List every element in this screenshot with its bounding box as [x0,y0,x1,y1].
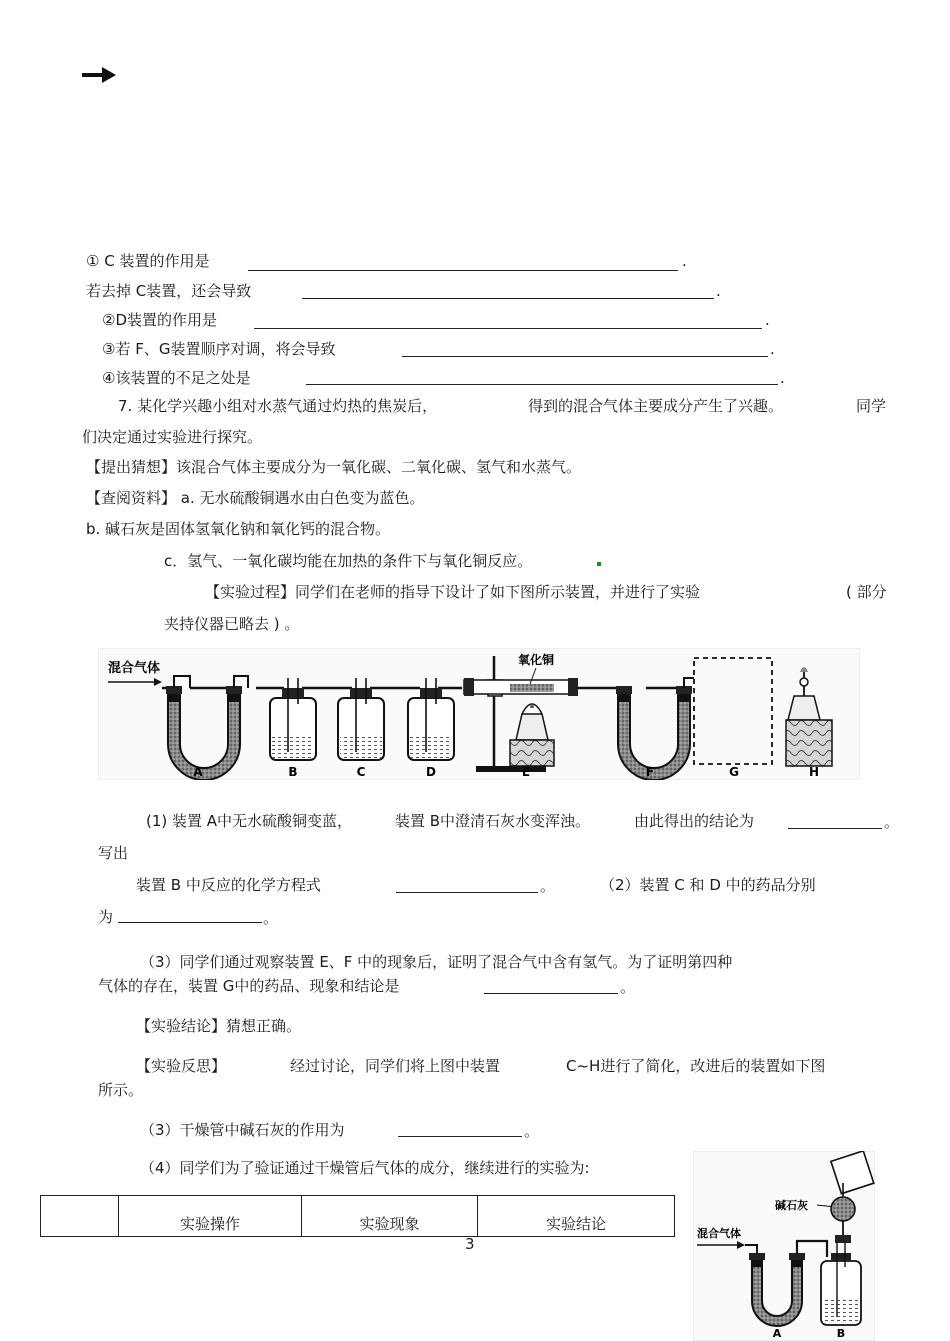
answer-blank[interactable] [396,892,538,893]
answer-blank[interactable] [398,1136,522,1137]
apparatus-diagram [98,648,860,780]
q6-item4: ④该装置的不足之处是 [102,369,251,387]
experiment-table [40,1195,675,1237]
answer-blank[interactable] [118,922,262,923]
answer-blank[interactable] [254,328,762,329]
answer-blank[interactable] [484,993,618,994]
end-mark: . [682,252,687,270]
q7-hypothesis: 【提出猜想】该混合气体主要成分为一氧化碳、二氧化碳、氢气和水蒸气。 [86,458,582,476]
answer-blank[interactable] [306,384,778,385]
period: 。 [524,1122,540,1140]
page-number: 3 [465,1235,475,1253]
end-mark: . [765,311,770,329]
q7-reference-b: b. 碱石灰是固体氢氧化钠和氧化钙的混合物。 [86,520,391,538]
period: 。 [884,813,900,831]
label-c: C [356,765,366,779]
mark-dot [597,562,601,566]
q7-process-a: 【实验过程】同学们在老师的指导下设计了如下图所示装置，并进行了实验 [205,583,701,601]
q7-part2-a: （2）装置 C 和 D 中的药品分别 [600,876,816,894]
end-mark: . [770,340,775,358]
label-f: F [645,765,655,779]
q7-reflection-a: 【实验反思】 [136,1057,227,1075]
label-a: A [193,765,203,779]
answer-blank[interactable] [402,356,768,357]
end-mark: . [780,369,785,387]
answer-blank[interactable] [788,828,882,829]
q7-part3-line2: 气体的存在，装置 G中的药品、现象和结论是 [98,977,400,995]
q7-reflection-c: C~H进行了简化，改进后的装置如下图 [566,1057,826,1075]
q7-intro-a: 7. 某化学兴趣小组对水蒸气通过灼热的焦炭后， [118,397,438,415]
table-cell [41,1196,119,1237]
q7-conclusion: 【实验结论】猜想正确。 [136,1017,302,1035]
label-b-2: B [836,1327,846,1340]
label-a-2: A [772,1327,782,1340]
label-g: G [729,765,739,779]
q7-reflection-line2: 所示。 [98,1081,144,1099]
simplified-apparatus-diagram [693,1151,875,1341]
q7-part1-line2: 写出 [98,844,129,862]
q7-intro-line2: 们决定通过实验进行探究。 [82,428,263,446]
label-b: B [288,765,298,779]
period: 。 [263,909,279,927]
period: 。 [540,877,556,895]
table-row [41,1196,675,1237]
label-h: H [808,765,820,779]
answer-blank[interactable] [248,270,678,271]
gas-label-2: 混合气体 [697,1227,741,1240]
q6-item3: ③若 F、G装置顺序对调，将会导致 [102,340,336,358]
q7-intro-b: 得到的混合气体主要成分产生了兴趣。 [528,397,784,415]
q7-part4: （4）同学们为了验证通过干燥管后气体的成分，继续进行的实验为: [140,1159,590,1177]
table-header-operation: 实验操作 [119,1196,302,1237]
q7-part3-a: （3）同学们通过观察装置 E、F 中的现象后，证明了混合气中含有氢气。为了证明第四种 [140,953,733,971]
q7-part2-line2: 为 [98,908,114,926]
answer-blank[interactable] [302,298,714,299]
q7-process-b: ( 部分 [846,583,887,601]
q7-reference-c: c．氢气、一氧化碳均能在加热的条件下与氧化铜反应。 [164,552,533,570]
q7-reflection-b: 经过讨论，同学们将上图中装置 [290,1057,501,1075]
table-header-phenomenon: 实验现象 [302,1196,478,1237]
gas-label: 混合气体 [108,661,161,676]
q7-process-line2: 夹持仪器已略去 ) 。 [164,615,300,633]
q7-part1-a: (1) 装置 A中无水硫酸铜变蓝， [146,812,353,830]
q7-reference-a: 【查阅资料】 a. 无水硫酸铜遇水由白色变为蓝色。 [86,489,425,507]
q6-item1: ① C 装置的作用是 [86,252,210,270]
end-mark: . [716,282,721,300]
label-d: D [426,765,436,779]
period: 。 [620,978,636,996]
soda-lime-label: 碱石灰 [775,1199,808,1212]
arrow-icon [82,66,118,84]
q6-item2: ②D装置的作用是 [102,311,217,329]
q7-part1-c: 由此得出的结论为 [634,812,755,830]
label-e: E [521,765,531,779]
table-header-conclusion: 实验结论 [478,1196,675,1237]
q7-part1-b: 装置 B中澄清石灰水变浑浊。 [395,812,591,830]
q7-intro-c: 同学 [856,397,887,415]
q6-item1-followup: 若去掉 C装置，还会导致 [86,282,252,300]
q7-part1-line3: 装置 B 中反应的化学方程式 [136,876,321,894]
q7-part3b: （3）干燥管中碱石灰的作用为 [140,1121,345,1139]
copper-oxide-label: 氧化铜 [518,653,555,667]
